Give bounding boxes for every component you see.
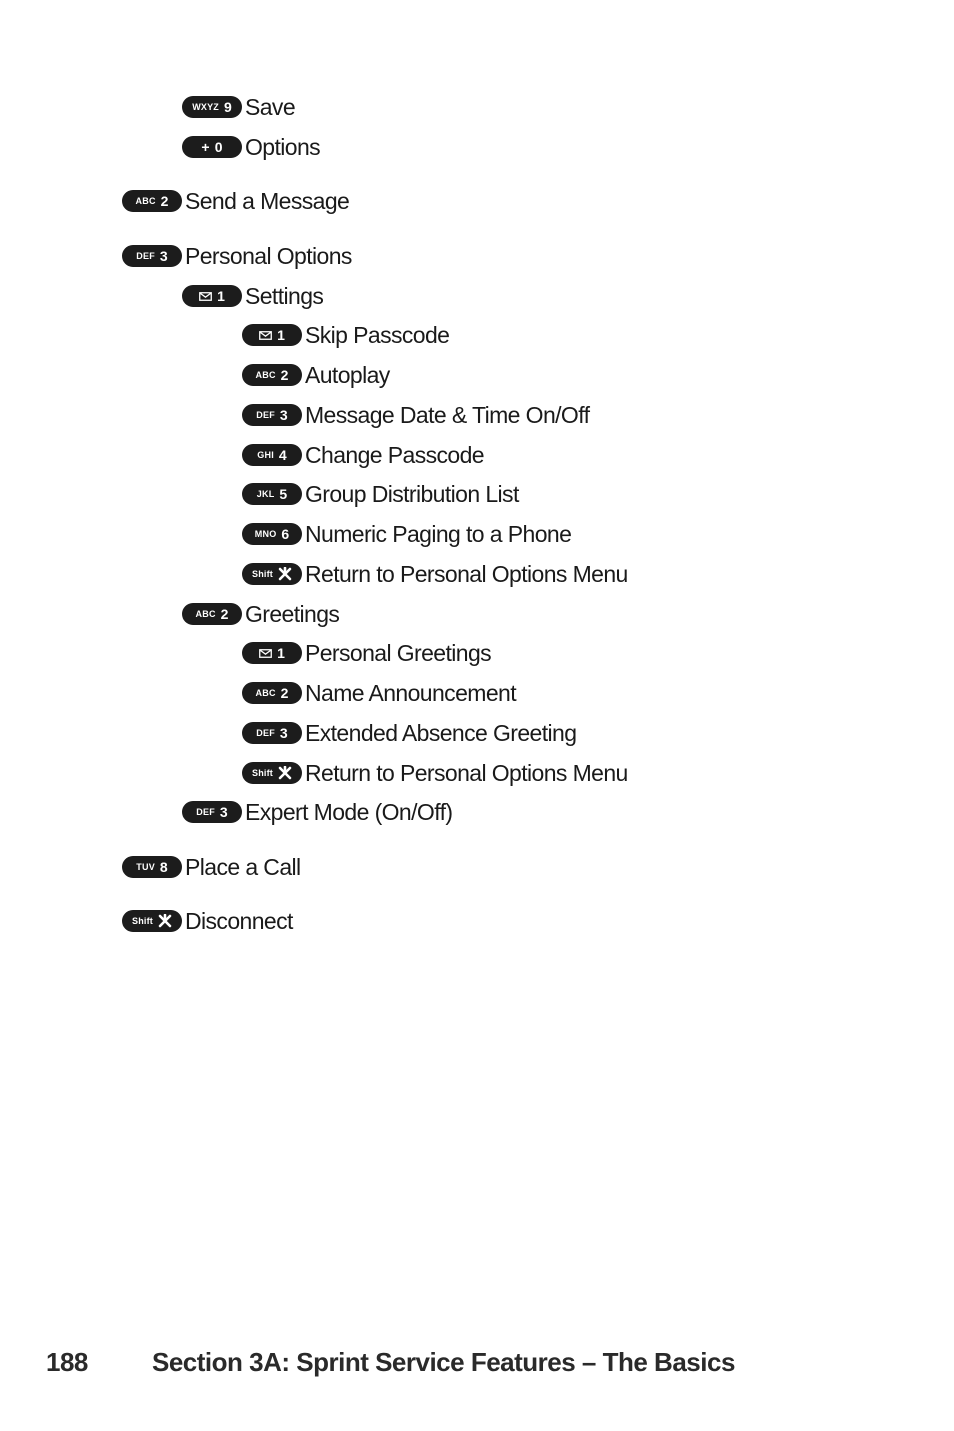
envelope-icon bbox=[199, 292, 212, 301]
key-letters: Shift bbox=[252, 569, 273, 579]
key-letters: Shift bbox=[252, 768, 273, 778]
menu-item-label: Options bbox=[245, 133, 321, 160]
key-letters: GHI bbox=[257, 450, 274, 460]
menu-item-label: Place a Call bbox=[185, 853, 301, 880]
menu-item bbox=[242, 400, 589, 430]
menu-item bbox=[182, 92, 295, 122]
key-digit: 9 bbox=[224, 99, 232, 115]
keypad-key-icon bbox=[182, 136, 242, 158]
menu-item bbox=[242, 758, 628, 788]
keypad-key-icon bbox=[122, 190, 182, 212]
menu-item bbox=[182, 132, 320, 162]
menu-item bbox=[182, 797, 452, 827]
keypad-key-icon bbox=[182, 603, 242, 625]
keypad-key-icon bbox=[242, 364, 302, 386]
menu-item-label: Expert Mode (On/Off) bbox=[245, 798, 453, 825]
key-letters: DEF bbox=[196, 807, 215, 817]
menu-item bbox=[242, 718, 576, 748]
keypad-key-icon bbox=[182, 801, 242, 823]
key-digit: 2 bbox=[220, 606, 229, 622]
key-letters: JKL bbox=[256, 489, 275, 499]
menu-item-label: Personal Options bbox=[185, 242, 352, 269]
key-letters: ABC bbox=[135, 196, 156, 206]
menu-item-label: Return to Personal Options Menu bbox=[305, 759, 628, 786]
menu-item bbox=[182, 599, 339, 629]
key-letters: DEF bbox=[256, 410, 275, 420]
key-digit: 3 bbox=[279, 725, 288, 741]
keypad-key-icon bbox=[122, 910, 182, 932]
menu-item bbox=[242, 678, 516, 708]
menu-item bbox=[242, 360, 390, 390]
section-title: Section 3A: Sprint Service Features – The Basics bbox=[152, 1347, 735, 1377]
keypad-key-icon bbox=[182, 285, 242, 307]
keypad-key-icon bbox=[242, 722, 302, 744]
star-icon bbox=[278, 766, 292, 780]
keypad-key-icon bbox=[242, 404, 302, 426]
key-letters: WXYZ bbox=[192, 102, 219, 112]
menu-item-label: Autoplay bbox=[305, 361, 390, 388]
key-digit: 1 bbox=[217, 288, 225, 304]
keypad-key-icon bbox=[242, 324, 302, 346]
menu-item bbox=[122, 906, 293, 936]
keypad-key-icon bbox=[242, 682, 302, 704]
keypad-key-icon bbox=[122, 856, 182, 878]
menu-item-label: Send a Message bbox=[185, 187, 350, 214]
menu-item bbox=[242, 479, 519, 509]
menu-item-label: Return to Personal Options Menu bbox=[305, 560, 628, 587]
menu-item-label: Save bbox=[245, 93, 296, 120]
key-digit: 1 bbox=[277, 327, 285, 343]
menu-item-label: Extended Absence Greeting bbox=[305, 719, 577, 746]
menu-item-label: Change Passcode bbox=[305, 441, 484, 468]
key-digit: 4 bbox=[278, 447, 287, 463]
envelope-icon bbox=[259, 331, 272, 340]
menu-item bbox=[242, 638, 491, 668]
page-footer bbox=[46, 1347, 735, 1378]
menu-item-label: Disconnect bbox=[185, 907, 293, 934]
key-digit: 3 bbox=[219, 804, 228, 820]
menu-item-label: Message Date & Time On/Off bbox=[305, 401, 590, 428]
page-number: 188 bbox=[46, 1347, 88, 1377]
menu-item bbox=[122, 852, 301, 882]
keypad-key-icon bbox=[182, 96, 242, 118]
key-digit: 8 bbox=[159, 859, 168, 875]
menu-item bbox=[242, 519, 571, 549]
menu-item-label: Greetings bbox=[245, 600, 340, 627]
envelope-icon bbox=[259, 649, 272, 658]
key-digit: 1 bbox=[277, 645, 285, 661]
key-digit: 2 bbox=[280, 367, 289, 383]
key-digit: 3 bbox=[279, 407, 288, 423]
key-letters: ABC bbox=[255, 688, 276, 698]
keypad-key-icon bbox=[242, 523, 302, 545]
menu-item-label: Group Distribution List bbox=[305, 480, 519, 507]
menu-item-label: Name Announcement bbox=[305, 679, 516, 706]
key-letters: DEF bbox=[256, 728, 275, 738]
keypad-key-icon bbox=[242, 563, 302, 585]
key-digit: 0 bbox=[214, 139, 223, 155]
key-digit: 2 bbox=[280, 685, 289, 701]
menu-item-label: Numeric Paging to a Phone bbox=[305, 520, 572, 547]
keypad-key-icon bbox=[242, 762, 302, 784]
key-letters: Shift bbox=[132, 916, 153, 926]
menu-item-label: Settings bbox=[245, 282, 324, 309]
keypad-key-icon bbox=[242, 444, 302, 466]
keypad-key-icon bbox=[122, 245, 182, 267]
menu-item bbox=[242, 320, 449, 350]
keypad-key-icon bbox=[242, 642, 302, 664]
menu-item bbox=[182, 281, 323, 311]
menu-item bbox=[242, 440, 484, 470]
key-digit: 3 bbox=[159, 248, 168, 264]
key-letters: MNO bbox=[254, 529, 277, 539]
key-letters: + bbox=[201, 139, 210, 155]
key-digit: 6 bbox=[281, 526, 290, 542]
menu-item bbox=[242, 559, 628, 589]
key-letters: ABC bbox=[195, 609, 216, 619]
key-letters: DEF bbox=[136, 251, 155, 261]
keypad-key-icon bbox=[242, 483, 302, 505]
key-digit: 5 bbox=[279, 486, 288, 502]
star-icon bbox=[278, 567, 292, 581]
key-letters: TUV bbox=[136, 862, 155, 872]
star-icon bbox=[158, 914, 172, 928]
menu-item bbox=[122, 186, 349, 216]
menu-item bbox=[122, 241, 352, 271]
key-letters: ABC bbox=[255, 370, 276, 380]
key-digit: 2 bbox=[160, 193, 169, 209]
menu-item-label: Skip Passcode bbox=[305, 321, 450, 348]
menu-item-label: Personal Greetings bbox=[305, 639, 492, 666]
